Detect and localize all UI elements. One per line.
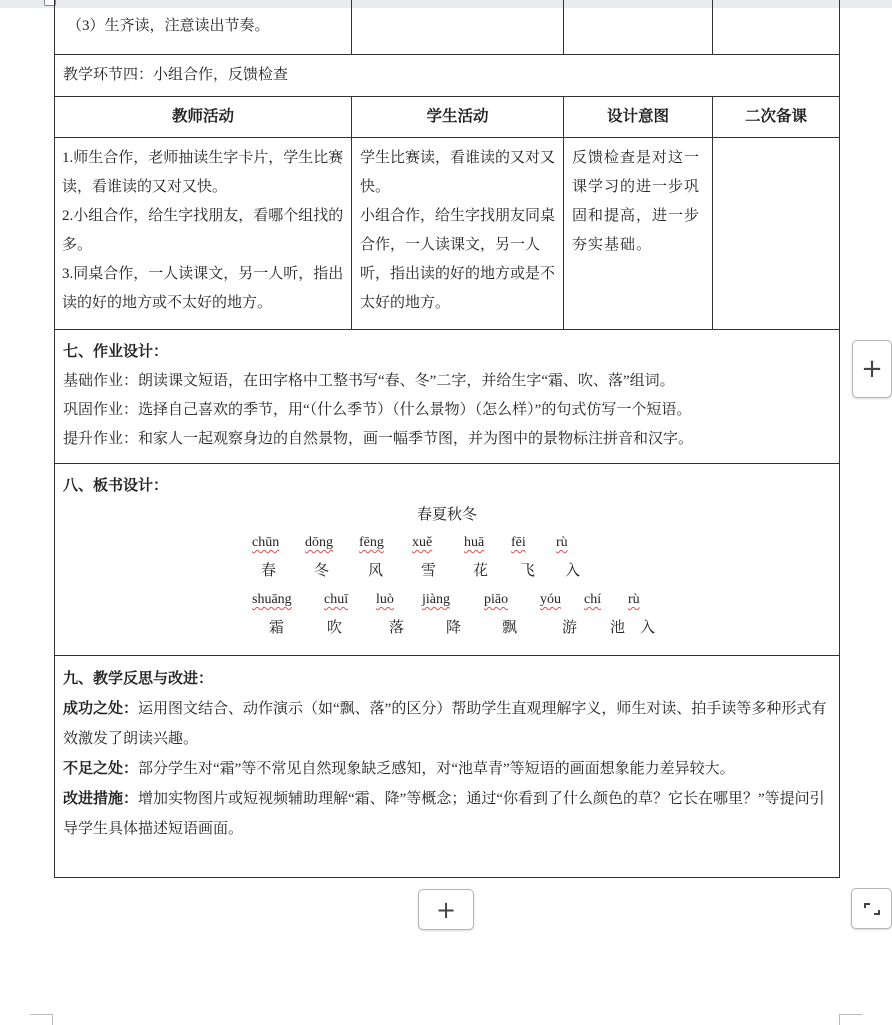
reflection-label: 成功之处： bbox=[63, 701, 139, 717]
reflection-text: 增加实物图片或短视频辅助理解“霜、降”等概念；通过“你看到了什么颜色的草？它长在哪里？”等提问引导学生具体描述短语画面。 bbox=[63, 791, 825, 837]
teacher-item: 3.同桌合作，一人读课文，另一人听，指出读的好的地方或不太好的地方。 bbox=[62, 266, 344, 311]
hanzi-char: 飞 bbox=[520, 563, 536, 579]
plus-icon: + bbox=[435, 895, 457, 924]
homework-section[interactable] bbox=[54, 329, 840, 464]
partial-second-cell[interactable] bbox=[712, 0, 840, 55]
header-second: 二次备课 bbox=[712, 96, 840, 138]
hanzi-char: 风 bbox=[368, 563, 384, 579]
pinyin-syllable: fēng bbox=[359, 535, 384, 550]
hanzi-char: 花 bbox=[473, 563, 489, 579]
add-column-button[interactable] bbox=[852, 340, 892, 398]
teacher-activity-cell[interactable] bbox=[54, 137, 352, 330]
section-four-title: 教学环节四：小组合作，反馈检查 bbox=[63, 67, 289, 83]
pinyin-syllable: huā bbox=[464, 535, 485, 550]
pinyin-syllable: luò bbox=[376, 592, 394, 607]
pinyin-syllable: chuī bbox=[324, 592, 349, 607]
hanzi-char: 入 bbox=[640, 620, 656, 636]
section-four-row[interactable] bbox=[54, 54, 840, 97]
hanzi-char: 游 bbox=[562, 620, 578, 636]
reflection-item bbox=[63, 784, 831, 844]
pinyin-syllable: chí bbox=[584, 592, 602, 607]
page-corner-mark bbox=[30, 1014, 53, 1025]
add-row-button[interactable] bbox=[418, 889, 474, 930]
reflection-title: 九、教学反思与改进： bbox=[63, 671, 214, 687]
fit-corners-icon bbox=[862, 901, 882, 917]
pinyin-syllable: piāo bbox=[484, 592, 509, 607]
header-teacher: 教师活动 bbox=[54, 96, 352, 138]
homework-title: 七、作业设计： bbox=[63, 344, 169, 360]
board-heading: 春夏秋冬 bbox=[416, 507, 477, 523]
student-item: 学生比赛读，看谁读的又对又快。 bbox=[360, 150, 556, 195]
partial-teacher-cell[interactable] bbox=[54, 0, 352, 55]
pinyin-row-2 bbox=[252, 585, 668, 614]
partial-intent-cell[interactable] bbox=[563, 0, 713, 55]
reflection-text: 部分学生对“霜”等不常见自然现象缺乏感知，对“池草青”等短语的画面想象能力差异较大。 bbox=[138, 761, 735, 777]
reflection-label: 改进措施： bbox=[63, 791, 139, 807]
hanzi-char: 入 bbox=[565, 563, 581, 579]
homework-line: 提升作业：和家人一起观察身边的自然景物，画一幅季节图，并为图中的景物标注拼音和汉字。 bbox=[63, 431, 694, 447]
teacher-item: 2.小组合作，给生字找朋友，看哪个组找的多。 bbox=[62, 208, 344, 253]
plus-icon: + bbox=[861, 354, 883, 384]
student-activity-cell[interactable] bbox=[351, 137, 564, 330]
pinyin-row-1 bbox=[252, 528, 596, 557]
hanzi-row-2 bbox=[269, 614, 670, 643]
pinyin-syllable: xuě bbox=[412, 535, 433, 550]
pinyin-syllable: chūn bbox=[252, 535, 280, 550]
design-intent-cell[interactable] bbox=[563, 137, 713, 330]
reflection-text: 运用图文结合、动作演示（如“飘、落”的区分）帮助学生直观理解字义，师生对读、拍手读等多种形式有效激发了朗读兴趣。 bbox=[63, 701, 827, 747]
hanzi-char: 霜 bbox=[269, 620, 285, 636]
intent-text: 反馈检查是对这一课学习的进一步巩固和提高，进一步夯实基础。 bbox=[572, 150, 701, 253]
header-student: 学生活动 bbox=[351, 96, 564, 138]
hanzi-char: 池 bbox=[610, 620, 626, 636]
hanzi-char: 降 bbox=[446, 620, 462, 636]
board-title: 八、板书设计： bbox=[63, 478, 169, 494]
reflection-section[interactable] bbox=[54, 655, 840, 878]
partial-student-cell[interactable] bbox=[351, 0, 564, 55]
student-item: 小组合作，给生字找朋友同桌合作，一人读课文，另一人听，指出读的好的地方或是不太好的地方。 bbox=[360, 208, 556, 311]
pinyin-syllable: dōng bbox=[305, 535, 333, 550]
hanzi-char: 春 bbox=[261, 563, 277, 579]
hanzi-char: 雪 bbox=[421, 563, 437, 579]
reflection-item bbox=[63, 754, 831, 784]
fit-table-button[interactable] bbox=[851, 888, 892, 929]
partial-row-text: （3）生齐读，注意读出节奏。 bbox=[67, 18, 270, 34]
board-design-section[interactable] bbox=[54, 463, 840, 656]
pinyin-syllable: fēi bbox=[511, 535, 526, 550]
pinyin-syllable: jiàng bbox=[422, 592, 450, 607]
hanzi-row-1 bbox=[261, 557, 605, 586]
second-prep-cell[interactable] bbox=[712, 137, 840, 330]
hanzi-char: 落 bbox=[389, 620, 405, 636]
homework-line: 基础作业：朗读课文短语，在田字格中工整书写“春、冬”二字，并给生字“霜、吹、落”组词。 bbox=[63, 373, 675, 389]
pinyin-syllable: rù bbox=[556, 535, 568, 550]
page-corner-mark bbox=[839, 1014, 862, 1025]
teacher-item: 1.师生合作，老师抽读生字卡片，学生比赛读，看谁读的又对又快。 bbox=[62, 150, 344, 195]
hanzi-char: 冬 bbox=[314, 563, 330, 579]
reflection-label: 不足之处： bbox=[63, 761, 139, 777]
pinyin-syllable: yóu bbox=[540, 592, 561, 607]
header-intent: 设计意图 bbox=[563, 96, 713, 138]
hanzi-char: 吹 bbox=[327, 620, 343, 636]
reflection-item bbox=[63, 694, 831, 754]
pinyin-syllable: shuāng bbox=[252, 592, 292, 607]
hanzi-char: 飘 bbox=[502, 620, 518, 636]
pinyin-syllable: rù bbox=[628, 592, 640, 607]
homework-line: 巩固作业：选择自己喜欢的季节，用“（什么季节）（什么景物）（怎么样）”的句式仿写一个短语。 bbox=[63, 402, 692, 418]
